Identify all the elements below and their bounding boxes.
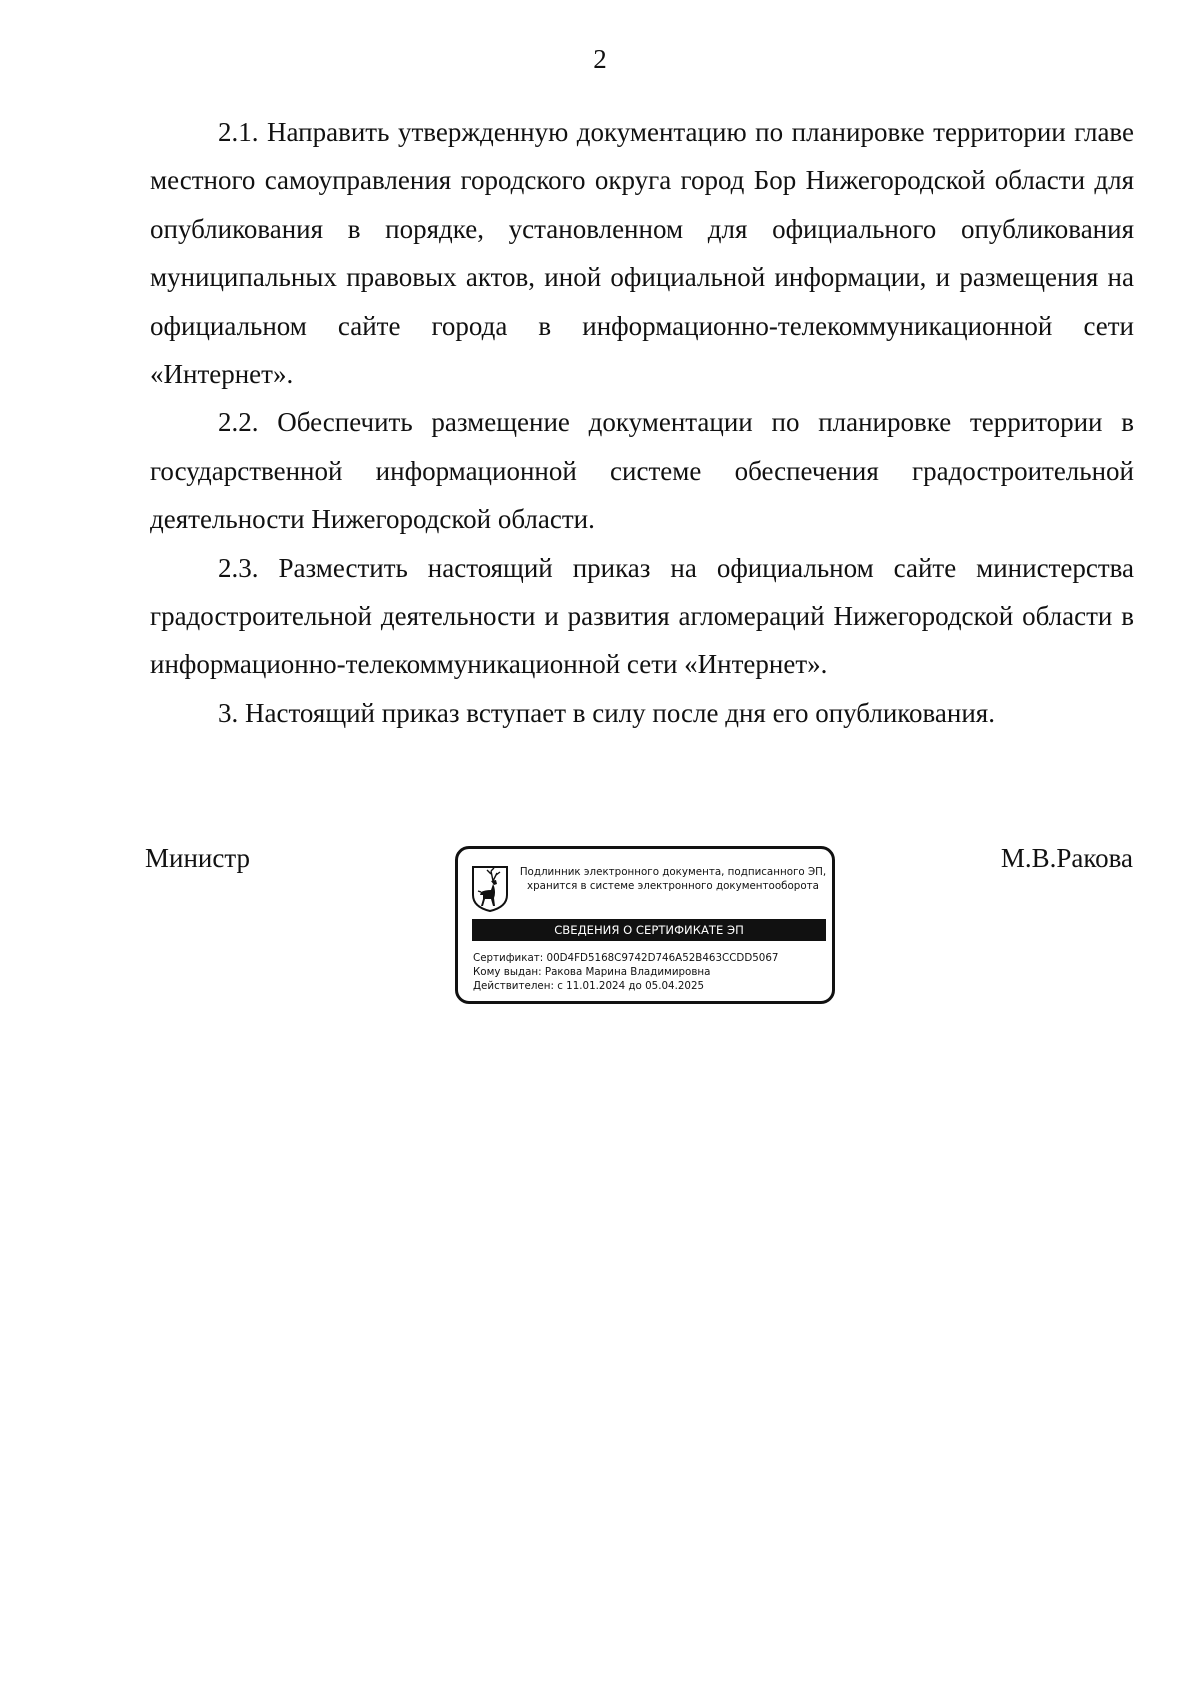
signatory-name: М.В.Ракова <box>1000 843 1133 873</box>
page-number: 2 <box>593 44 607 74</box>
paragraph-2-1: 2.1. Направить утвержденную документацию по планировке территории главе местного самоуправления городского округа город Бор Нижегородской области для опубликования в порядке, установленном для официального опубликования муниципальных правовых актов, иной официальной информации, и размещения на официальном сайте города в информационно-телекоммуникационной сети «Интернет». <box>150 117 1134 390</box>
stamp-header-line-2: хранится в системе электронного документооборота <box>527 880 819 892</box>
issued-to-row <box>473 965 823 979</box>
certificate-label: Сертификат: <box>473 952 544 964</box>
paragraph-3: 3. Настоящий приказ вступает в силу после дня его опубликования. <box>218 697 995 728</box>
deer-coat-of-arms-icon <box>471 865 509 913</box>
document-body <box>150 108 1134 737</box>
stamp-certificate-bar: СВЕДЕНИЯ О СЕРТИФИКАТЕ ЭП <box>472 919 826 941</box>
certificate-row <box>473 951 823 965</box>
stamp-header <box>514 865 832 893</box>
paragraph-2-2: 2.2. Обеспечить размещение документации по планировке территории в государственной информационной системе обеспечения градостроительной деятельности Нижегородской области. <box>150 407 1134 535</box>
electronic-signature-stamp <box>455 846 835 1004</box>
issued-to-value: Ракова Марина Владимировна <box>544 966 711 978</box>
certificate-value: 00D4FD5168C9742D746A52B463CCDD5067 <box>546 952 779 964</box>
stamp-header-line-1: Подлинник электронного документа, подписанного ЭП, <box>519 866 827 878</box>
signatory-title: Министр <box>145 843 250 873</box>
validity-row <box>473 979 823 993</box>
validity-label: Действителен: <box>473 980 554 992</box>
validity-value: с 11.01.2024 до 05.04.2025 <box>557 980 705 992</box>
paragraph-2-3: 2.3. Разместить настоящий приказ на официальном сайте министерства градостроительной деятельности и развития агломераций Нижегородской области в информационно-телекоммуникационной сети «Интернет». <box>150 552 1134 680</box>
stamp-certificate-details <box>473 951 823 993</box>
issued-to-label: Кому выдан: <box>473 966 542 978</box>
